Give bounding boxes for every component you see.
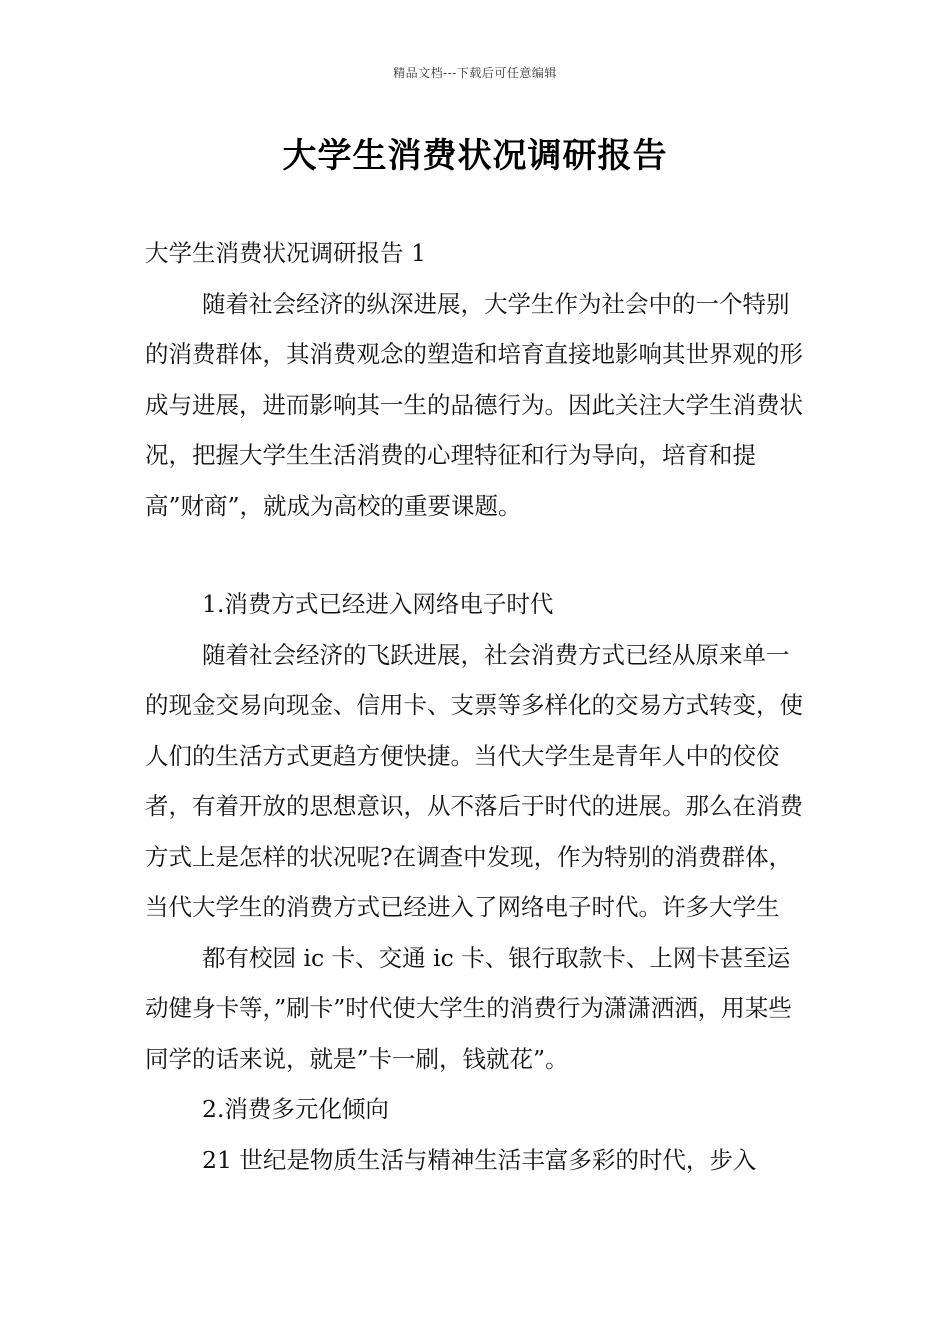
document-body [145, 228, 810, 1185]
report-subtitle: 大学生消费状况调研报告 1 [145, 239, 426, 267]
paragraph-section-1: 随着社会经济的飞跃进展，社会消费方式已经从原来单一的现金交易向现金、信用卡、支票等多样化的交易方式转变，使人们的生活方式更趋方便快捷。当代大学生是青年人中的佼佼者，有着开放的思想意识，从不落后于时代的进展。那么在消费方式上是怎样的状况呢?在调查中发现，作为特别的消费群体，当代大学生的消费方式已经进入了网络电子时代。许多大学生 [145, 640, 803, 921]
paragraph-intro: 随着社会经济的纵深进展，大学生作为社会中的一个特别的消费群体，其消费观念的塑造和培育直接地影响其世界观的形成与进展，进而影响其一生的品德行为。因此关注大学生消费状况，把握大学生生活消费的心理特征和行为导向，培育和提高”财商”，就成为高校的重要课题。 [145, 289, 803, 520]
section-heading-1: 1.消费方式已经进入网络电子时代 [202, 590, 554, 618]
paragraph-gap [145, 531, 810, 579]
header-note: 精品文档---下载后可任意编辑 [393, 66, 557, 80]
paragraph-section-1-cont: 都有校园 ic 卡、交通 ic 卡、银行取款卡、上网卡甚至运动健身卡等，”刷卡”时代使大学生的消费行为潇潇洒洒，用某些同学的话来说，就是”卡一刷，钱就花”。 [145, 943, 792, 1073]
section-heading-2: 2.消费多元化倾向 [202, 1095, 389, 1123]
document-title: 大学生消费状况调研报告 [282, 136, 668, 176]
paragraph-section-2: 21 世纪是物质生活与精神生活丰富多彩的时代，步入 [202, 1145, 757, 1174]
